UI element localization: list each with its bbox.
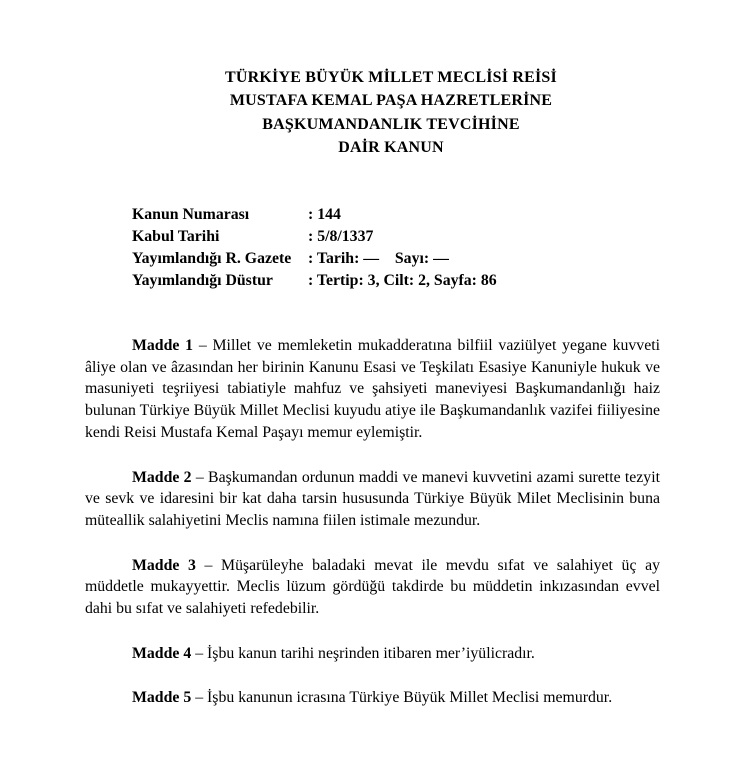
article-heading: Madde 1: [132, 337, 194, 354]
article-text: – Başkumandan ordunun maddi ve manevi kuvvetini azami surette tezyit ve sevk ve idaresini bir kat daha tarsin hususunda Türkiye Büyük Milet Meclisinin buna müteallik salahiyetini Meclis namına fiilen istimale mezundur.: [85, 468, 660, 529]
article-text: – Müşarüleyhe baladaki mevat ile mevdu sıfat ve salahiyet üç ay müddetle mukayyettir. Meclis lüzum gördüğü takdirde bu müddetin inkızasından evvel dahi bu sıfat ve salahiyeti refedebilir.: [85, 556, 660, 618]
article-heading: Madde 2: [132, 468, 192, 486]
metadata-block: [132, 204, 612, 292]
law-title: [122, 66, 660, 160]
metadata-row-acceptance-date: [132, 226, 612, 248]
article-heading: Madde 4: [132, 644, 192, 662]
metadata-value: : Tertip: 3, Cilt: 2, Sayfa: 86: [308, 272, 497, 289]
article-text: – İşbu kanun tarihi neşrinden itibaren mer’iyülicradır.: [191, 644, 535, 662]
metadata-row-dustur: [132, 270, 612, 292]
title-line-2: MUSTAFA KEMAL PAŞA HAZRETLERİNE: [229, 92, 553, 110]
article-madde-2: [85, 467, 660, 532]
article-madde-5: [85, 687, 660, 709]
article-heading: Madde 5: [132, 689, 192, 707]
metadata-label: Kanun Numarası: [132, 206, 250, 223]
metadata-row-law-number: [132, 204, 612, 226]
article-text: – Millet ve memleketin mukadderatına bilfiil vaziülyet yegane kuvveti âliye olan ve âzasından her birinin Kanunu Esasi ve Teşkilatı Esasiye Kanuniyle hukuk ve masuniyeti teşriiyesi tabiatiyle mahfuz ve şahsiyeti maneviyesi Başkumandanlığı haiz bulunan Türkiye Büyük Millet Meclisi kuyudu atiye ile Başkumandanlık vazifei fiiliyesine kendi Reisi Mustafa Kemal Paşayı memur eylemiştir.: [85, 337, 660, 441]
title-line-3: BAŞKUMANDANLIK TEVCİHİNE: [262, 115, 520, 133]
article-madde-4: [85, 643, 660, 665]
title-line-4: DAİR KANUN: [338, 139, 444, 157]
metadata-label: Yayımlandığı Düstur: [132, 272, 273, 289]
metadata-label: Kabul Tarihi: [132, 228, 220, 245]
article-heading: Madde 3: [132, 556, 196, 574]
metadata-value: : 144: [308, 206, 341, 223]
article-text: – İşbu kanunun icrasına Türkiye Büyük Millet Meclisi memurdur.: [191, 689, 613, 707]
article-madde-1: [85, 335, 660, 444]
metadata-value: : Tarih: — Sayı: —: [308, 250, 449, 267]
articles-block: [85, 335, 660, 732]
metadata-value: : 5/8/1337: [308, 228, 374, 245]
article-madde-3: [85, 555, 660, 620]
metadata-label: Yayımlandığı R. Gazete: [132, 250, 292, 267]
metadata-row-official-gazette: [132, 248, 612, 270]
title-line-1: TÜRKİYE BÜYÜK MİLLET MECLİSİ REİSİ: [225, 69, 557, 86]
